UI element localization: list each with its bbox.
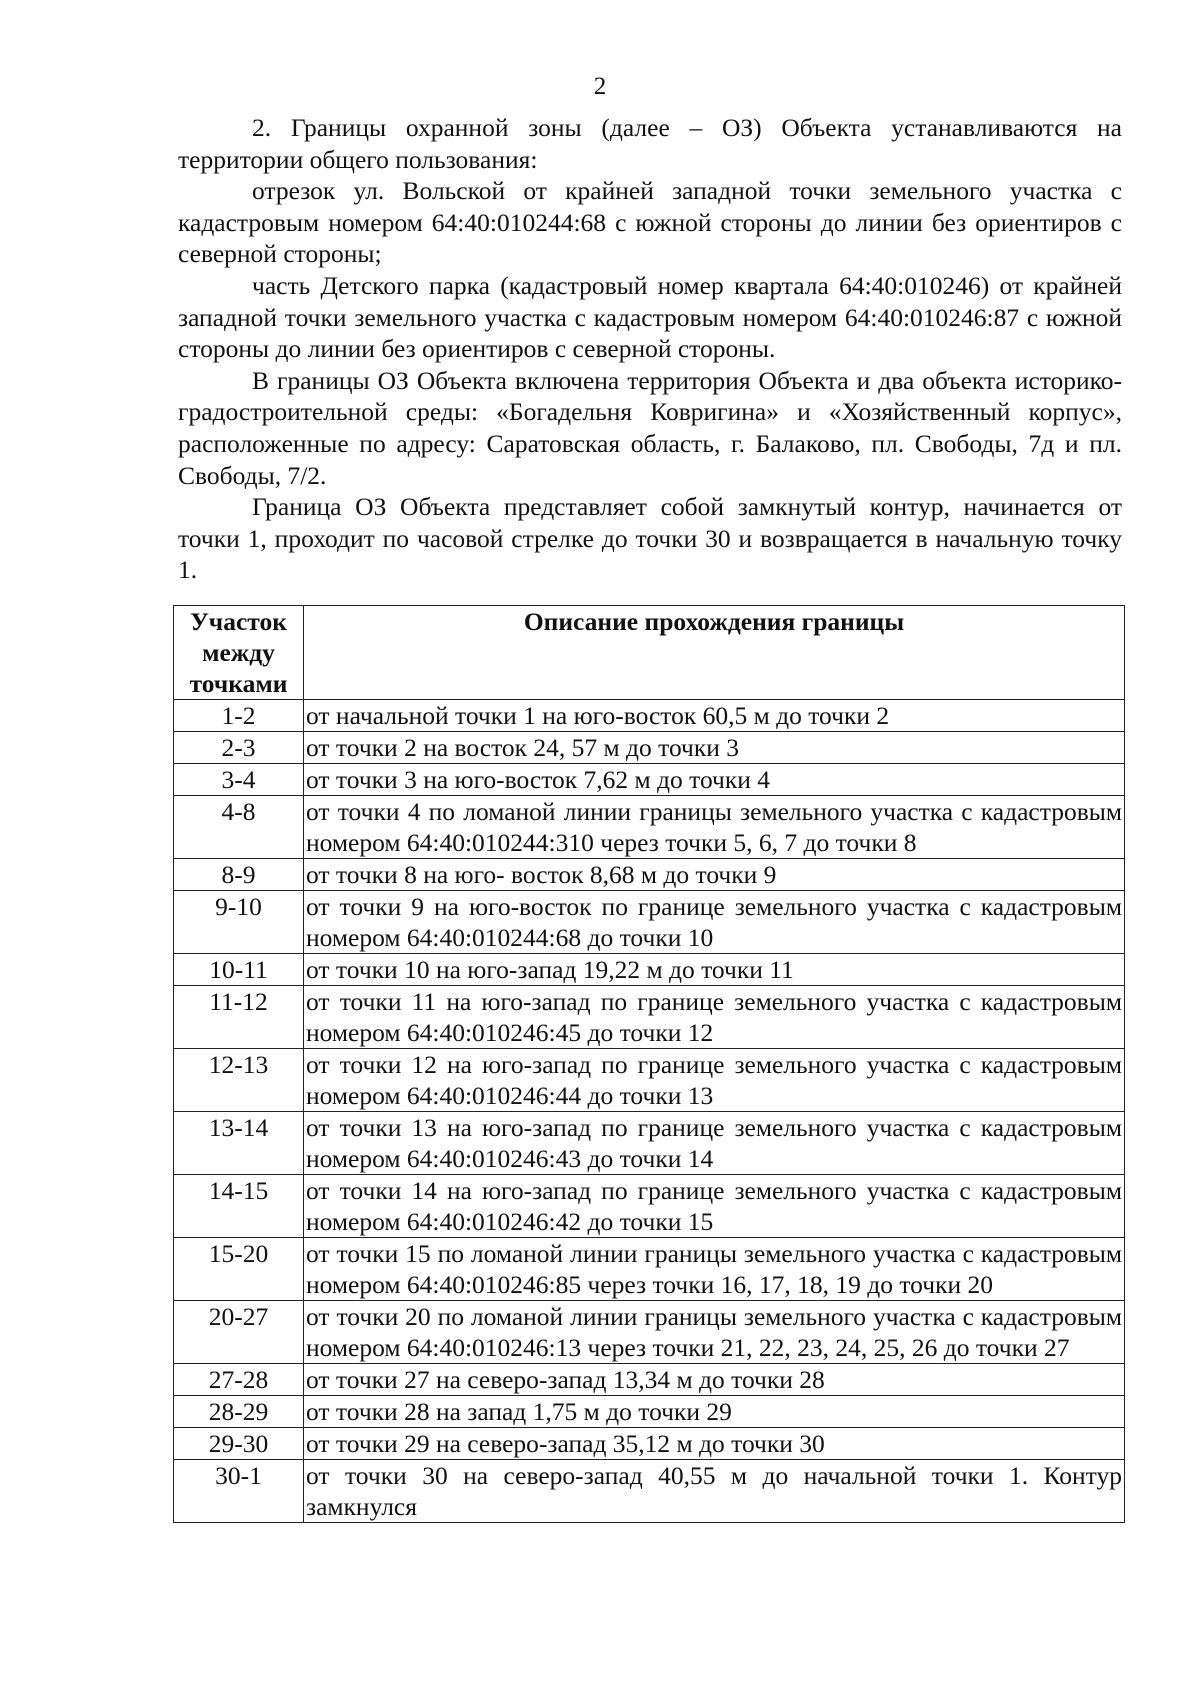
table-row (174, 1175, 1125, 1238)
description-cell: от точки 4 по ломаной линии границы земельного участка с кадастровым номером 64:40:010244:310 через точки 5, 6, 7 до точки 8 (304, 796, 1125, 859)
table-row (174, 1112, 1125, 1175)
description-cell: от начальной точки 1 на юго-восток 60,5 м до точки 2 (304, 700, 1125, 732)
paragraph-zone-boundaries: 2. Границы охранной зоны (далее – ОЗ) Объекта устанавливаются на территории общего пользования: (178, 113, 1122, 174)
segment-cell: 12-13 (174, 1049, 304, 1112)
paragraph-volskaya-street: отрезок ул. Вольской от крайней западной точки земельного участка с кадастровым номером 64:40:010244:68 с южной стороны до линии без ориентиров с северной стороны; (178, 176, 1122, 269)
segment-cell: 9-10 (174, 891, 304, 954)
description-cell: от точки 8 на юго- восток 8,68 м до точки 9 (304, 859, 1125, 891)
segment-cell: 10-11 (174, 954, 304, 986)
description-cell: от точки 14 на юго-запад по границе земельного участка с кадастровым номером 64:40:010246:42 до точки 15 (304, 1175, 1125, 1238)
paragraph-contour-description: Граница ОЗ Объекта представляет собой замкнутый контур, начинается от точки 1, проходит по часовой стрелке до точки 30 и возвращается в начальную точку 1. (178, 492, 1122, 585)
table-row (174, 1460, 1125, 1523)
segment-cell: 3-4 (174, 764, 304, 796)
table-row (174, 1428, 1125, 1460)
table-row (174, 1049, 1125, 1112)
table-row (174, 986, 1125, 1049)
table-row (174, 859, 1125, 891)
description-cell: от точки 12 на юго-запад по границе земельного участка с кадастровым номером 64:40:010246:44 до точки 13 (304, 1049, 1125, 1112)
description-cell: от точки 29 на северо-запад 35,12 м до точки 30 (304, 1428, 1125, 1460)
segment-cell: 20-27 (174, 1301, 304, 1364)
segment-cell: 4-8 (174, 796, 304, 859)
table-row (174, 1301, 1125, 1364)
segment-cell: 30-1 (174, 1460, 304, 1523)
segment-cell: 11-12 (174, 986, 304, 1049)
header-description: Описание прохождения границы (304, 606, 1125, 700)
table-row (174, 1396, 1125, 1428)
table-row (174, 700, 1125, 732)
description-cell: от точки 9 на юго-восток по границе земельного участка с кадастровым номером 64:40:010244:68 до точки 10 (304, 891, 1125, 954)
segment-cell: 15-20 (174, 1238, 304, 1301)
segment-cell: 13-14 (174, 1112, 304, 1175)
segment-cell: 2-3 (174, 732, 304, 764)
segment-cell: 8-9 (174, 859, 304, 891)
segment-cell: 1-2 (174, 700, 304, 732)
table-row (174, 732, 1125, 764)
segment-cell: 28-29 (174, 1396, 304, 1428)
segment-cell: 27-28 (174, 1364, 304, 1396)
table-row (174, 796, 1125, 859)
body-text (178, 112, 1122, 586)
table-row (174, 764, 1125, 796)
description-cell: от точки 10 на юго-запад 19,22 м до точки 11 (304, 954, 1125, 986)
table-row (174, 891, 1125, 954)
description-cell: от точки 27 на северо-запад 13,34 м до точки 28 (304, 1364, 1125, 1396)
paragraph-children-park: часть Детского парка (кадастровый номер квартала 64:40:010246) от крайней западной точки земельного участка с кадастровым номером 64:40:010246:87 с южной стороны до линии без ориентиров с северной стороны. (178, 270, 1122, 364)
description-cell: от точки 20 по ломаной линии границы земельного участка с кадастровым номером 64:40:010246:13 через точки 21, 22, 23, 24, 25, 26 до точки 27 (304, 1301, 1125, 1364)
boundary-table (173, 605, 1125, 1523)
segment-cell: 14-15 (174, 1175, 304, 1238)
description-cell: от точки 13 на юго-запад по границе земельного участка с кадастровым номером 64:40:010246:43 до точки 14 (304, 1112, 1125, 1175)
table-row (174, 1364, 1125, 1396)
page-number: 2 (593, 73, 607, 100)
description-cell: от точки 2 на восток 24, 57 м до точки 3 (304, 732, 1125, 764)
description-cell: от точки 3 на юго-восток 7,62 м до точки 4 (304, 764, 1125, 796)
segment-cell: 29-30 (174, 1428, 304, 1460)
description-cell: от точки 11 на юго-запад по границе земельного участка с кадастровым номером 64:40:010246:45 до точки 12 (304, 986, 1125, 1049)
table-row (174, 954, 1125, 986)
description-cell: от точки 30 на северо-запад 40,55 м до начальной точки 1. Контур замкнулся (304, 1460, 1125, 1523)
header-segment: Участок между точками (174, 606, 304, 700)
table-header-row (174, 606, 1125, 700)
paragraph-included-objects: В границы ОЗ Объекта включена территория Объекта и два объекта историко-градостроительной среды: «Богадельня Ковригина» и «Хозяйственный корпус», расположенные по адресу: Саратовская область, г. Балаково, пл. Свободы, 7д и пл. Свободы, 7/2. (178, 365, 1122, 490)
table-row (174, 1238, 1125, 1301)
description-cell: от точки 15 по ломаной линии границы земельного участка с кадастровым номером 64:40:010246:85 через точки 16, 17, 18, 19 до точки 20 (304, 1238, 1125, 1301)
description-cell: от точки 28 на запад 1,75 м до точки 29 (304, 1396, 1125, 1428)
